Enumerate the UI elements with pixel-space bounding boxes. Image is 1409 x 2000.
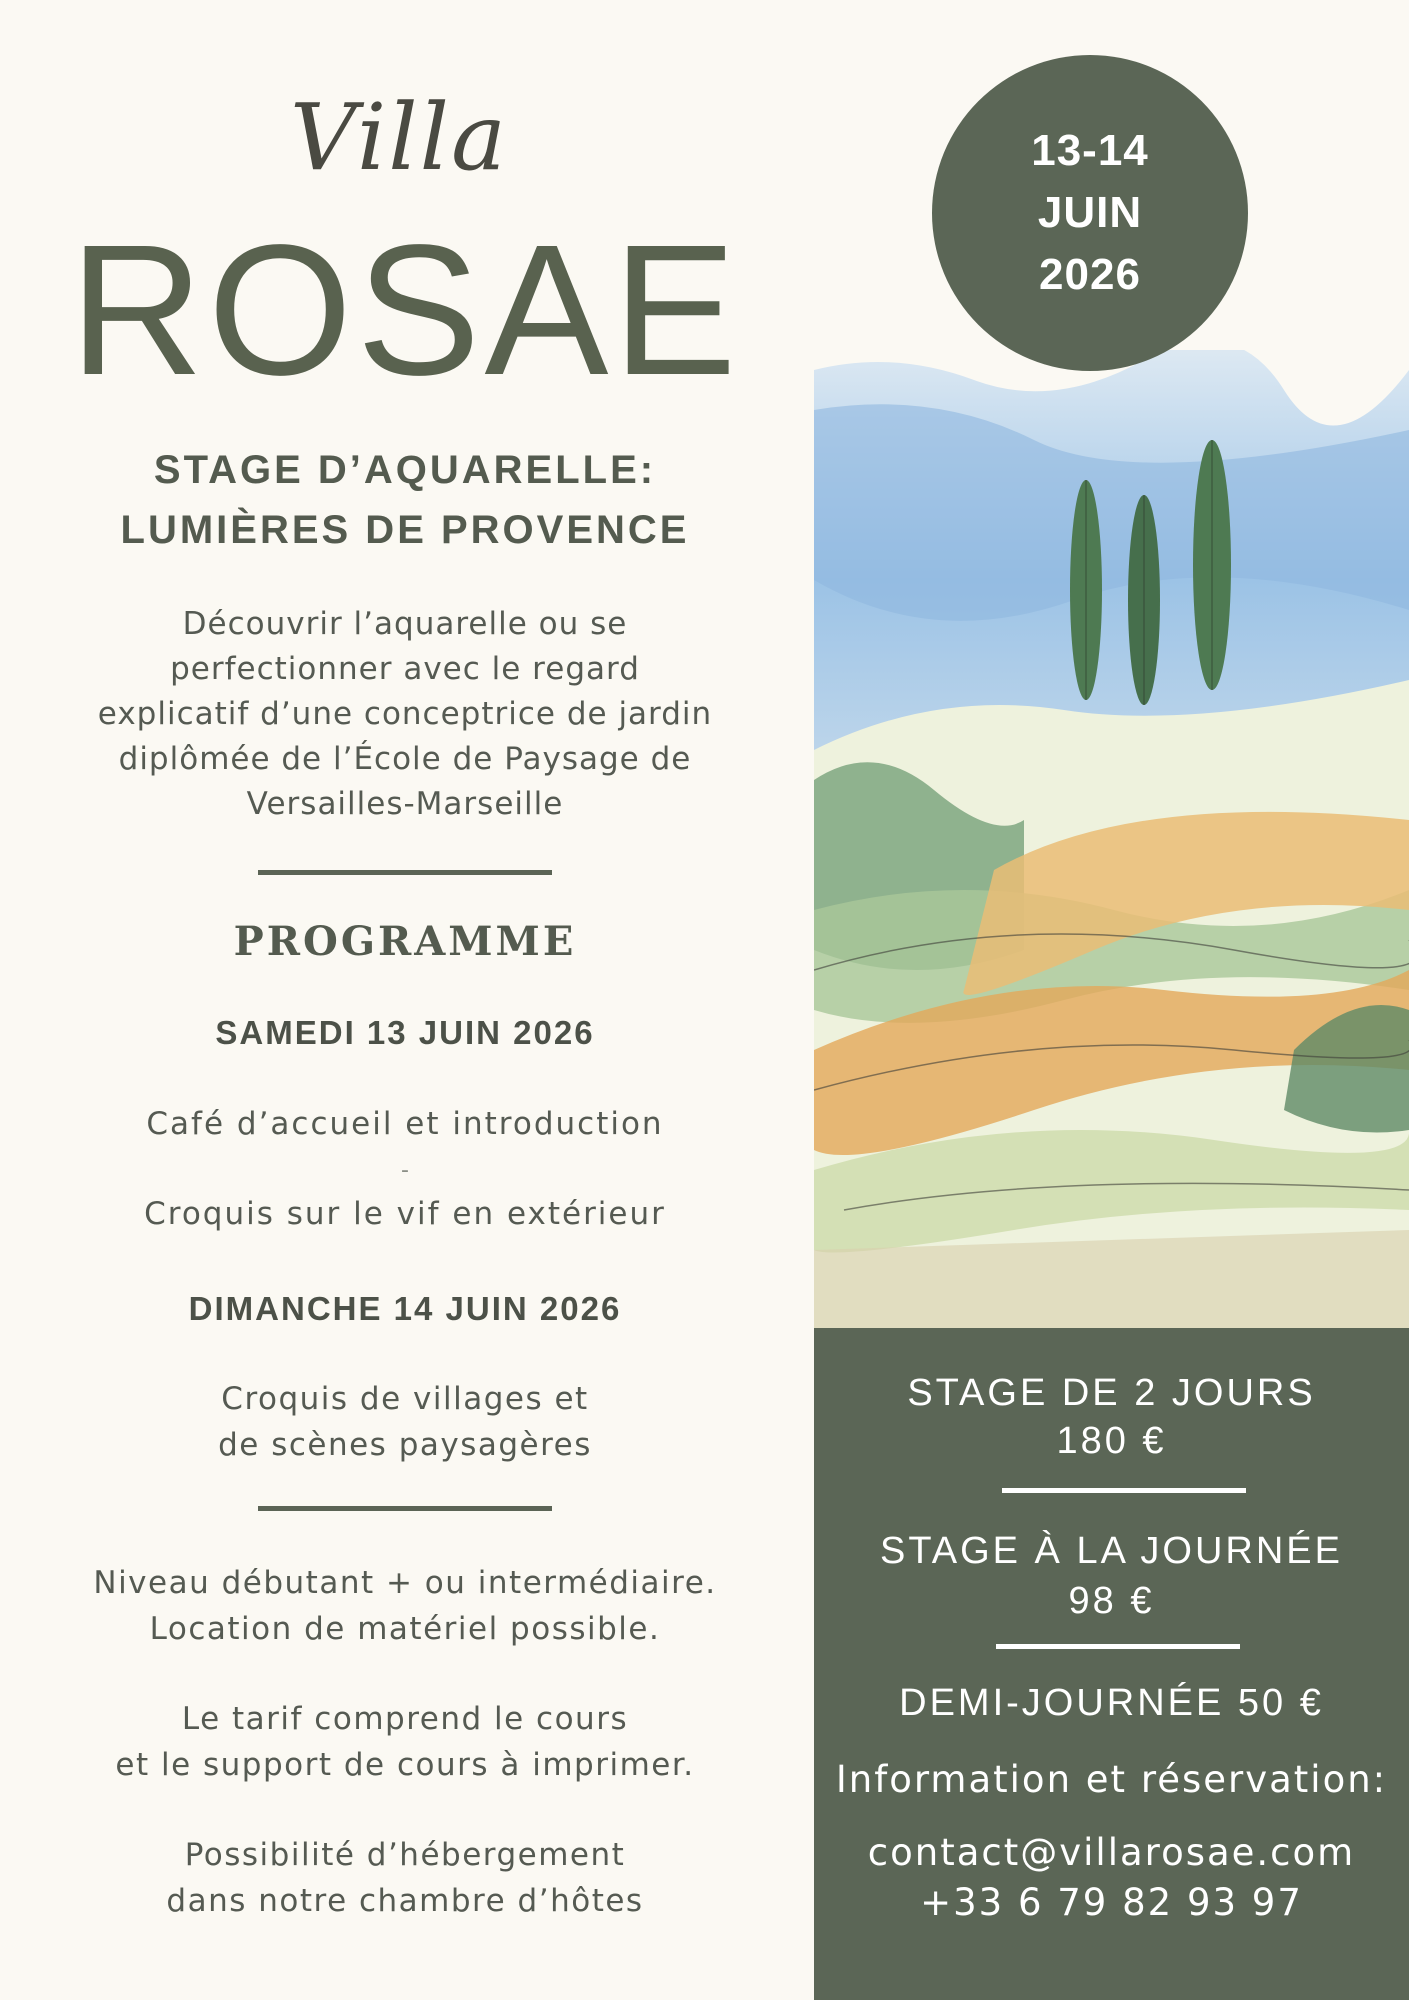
intro-line: Versailles-Marseille xyxy=(246,786,564,822)
date-badge-days: 13-14 xyxy=(1031,126,1149,175)
day2-description xyxy=(30,1376,780,1468)
divider xyxy=(996,1644,1240,1649)
two-day-label: STAGE DE 2 JOURS xyxy=(907,1372,1316,1414)
level-note xyxy=(30,1560,780,1652)
day2-line-1: Croquis de villages et xyxy=(221,1381,589,1417)
two-day-price: 180 € xyxy=(1056,1420,1167,1462)
contact-email[interactable]: contact@villarosae.com xyxy=(867,1831,1356,1874)
event-title-line-1: STAGE D’AQUARELLE: xyxy=(153,448,657,492)
divider xyxy=(1002,1488,1246,1493)
date-badge-year: 2026 xyxy=(1039,250,1141,299)
day2-heading: DIMANCHE 14 JUIN 2026 xyxy=(188,1290,622,1327)
intro-line: perfectionner avec le regard xyxy=(170,651,640,687)
contact-block xyxy=(814,1828,1409,1928)
intro-line: explicatif d’une conceptrice de jardin xyxy=(97,696,713,732)
date-badge xyxy=(932,55,1248,371)
brand-name: ROSAE xyxy=(69,207,741,414)
lodging-note xyxy=(30,1832,780,1924)
contact-phone[interactable]: +33 6 79 82 93 97 xyxy=(920,1881,1303,1924)
event-title xyxy=(0,440,810,560)
divider xyxy=(258,1506,552,1511)
programme-heading: PROGRAMME xyxy=(233,918,577,965)
lodging-note-line-1: Possibilité d’hébergement xyxy=(184,1837,626,1873)
day-price: 98 € xyxy=(1068,1580,1155,1622)
date-badge-month: JUIN xyxy=(1037,188,1143,237)
tarif-note-line-1: Le tarif comprend le cours xyxy=(181,1701,629,1737)
level-note-line-2: Location de matériel possible. xyxy=(149,1611,661,1647)
tarif-note xyxy=(30,1696,780,1788)
day1-item-2: Croquis sur le vif en extérieur xyxy=(144,1196,666,1232)
intro-line: Découvrir l’aquarelle ou se xyxy=(182,606,628,642)
day2-line-2: de scènes paysagères xyxy=(218,1427,592,1463)
day-label: STAGE À LA JOURNÉE xyxy=(880,1530,1343,1572)
pricing-panel xyxy=(814,1328,1409,2000)
event-title-line-2: LUMIÈRES DE PROVENCE xyxy=(120,508,690,552)
day1-separator: - xyxy=(401,1158,409,1183)
half-day-price: DEMI-JOURNÉE 50 € xyxy=(899,1682,1324,1724)
level-note-line-1: Niveau débutant + ou intermédiaire. xyxy=(93,1565,717,1601)
day1-heading: SAMEDI 13 JUIN 2026 xyxy=(215,1014,595,1051)
brand-script-logo: Villa xyxy=(290,84,508,191)
divider xyxy=(258,870,552,875)
intro-text xyxy=(40,602,770,827)
watercolor-landscape-illustration xyxy=(814,350,1409,1328)
tarif-note-line-2: et le support de cours à imprimer. xyxy=(115,1747,695,1783)
day1-item-1: Café d’accueil et introduction xyxy=(146,1106,664,1142)
lodging-note-line-2: dans notre chambre d’hôtes xyxy=(166,1883,644,1919)
info-label: Information et réservation: xyxy=(835,1758,1388,1801)
intro-line: diplômée de l’École de Paysage de xyxy=(118,741,692,777)
